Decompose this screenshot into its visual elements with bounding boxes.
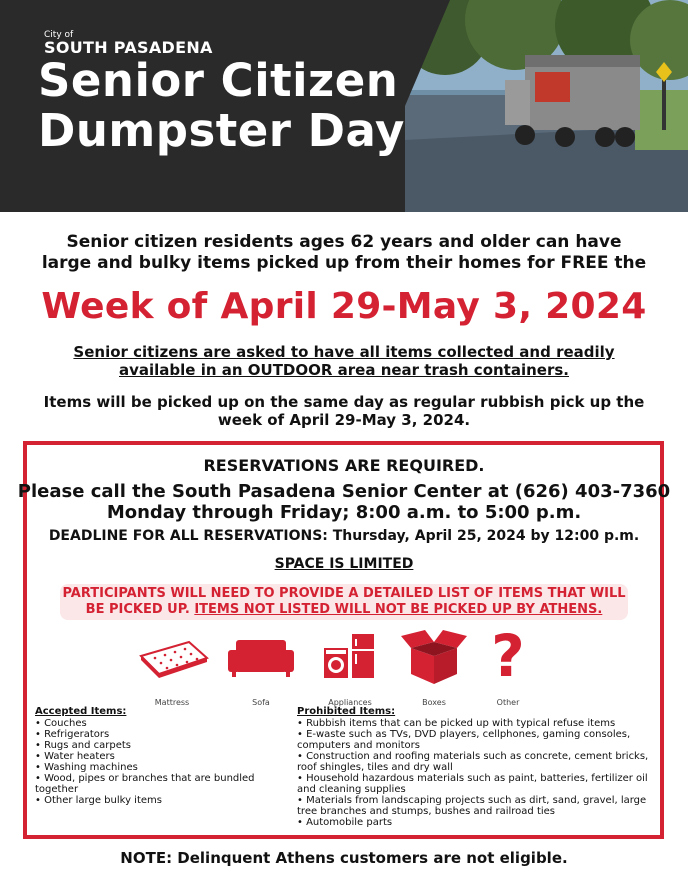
list-item: • Water heaters (35, 751, 115, 762)
list-item: • Couches (35, 718, 87, 729)
boxes-icon (401, 628, 467, 690)
list-item: • Rubbish items that can be picked up with typical refuse items (297, 718, 616, 729)
eligibility-note: NOTE: Delinquent Athens customers are not eligible. (120, 849, 568, 867)
prohibited-items-list (297, 718, 659, 828)
accepted-items-title: Accepted Items: (35, 706, 127, 717)
appliances-icon (322, 632, 378, 684)
mattress-icon (137, 638, 209, 682)
call-instructions: Please call the South Pasadena Senior Center at (626) 403-7360 Monday through Friday; 8:00 a.m. to 5:00 p.m. (17, 481, 671, 523)
participants-notice: PARTICIPANTS WILL NEED TO PROVIDE A DETAILED LIST OF ITEMS THAT WILL BE PICKED UP. ITEMS NOT LISTED WILL NOT BE PICKED UP BY ATHENS. (60, 584, 628, 620)
appliances-label: Appliances (328, 698, 372, 707)
event-week: Week of April 29-May 3, 2024 (41, 286, 647, 327)
header-banner (0, 0, 688, 212)
sofa-icon (226, 638, 296, 682)
list-item: • Household hazardous materials such as paint, batteries, fertilizer oil and cleaning supplies (297, 773, 648, 795)
city-of-label: City of (44, 30, 74, 40)
sofa-label: Sofa (252, 698, 270, 707)
svg-text:?: ? (491, 624, 525, 684)
prohibited-items-title: Prohibited Items: (297, 706, 396, 717)
question-mark-icon (486, 624, 530, 688)
list-item: • Automobile parts (297, 817, 393, 828)
other-label: Other (496, 698, 520, 707)
list-item: • Wood, pipes or branches that are bundled together (35, 773, 255, 795)
outdoor-notice: Senior citizens are asked to have all items collected and readily available in an OUTDOOR area near trash containers. (73, 343, 615, 379)
boxes-label: Boxes (422, 698, 446, 707)
reservations-required: RESERVATIONS ARE REQUIRED. (203, 456, 485, 475)
space-limited: SPACE IS LIMITED (274, 556, 414, 572)
title-line-1: Senior Citizen (38, 54, 399, 107)
accepted-items-list (35, 718, 285, 806)
list-item: • Other large bulky items (35, 795, 162, 806)
mattress-label: Mattress (154, 698, 190, 707)
list-item: • Materials from landscaping projects such as dirt, sand, gravel, large tree branches and stumps, bushes and railroad ties (297, 795, 647, 817)
list-item: • Washing machines (35, 762, 138, 773)
intro-text: Senior citizen residents ages 62 years and older can have large and bulky items picked up from their homes for FREE the (41, 232, 647, 273)
reservation-deadline: DEADLINE FOR ALL RESERVATIONS: Thursday, April 25, 2024 by 12:00 p.m. (48, 528, 640, 544)
list-item: • Rugs and carpets (35, 740, 132, 751)
list-item: • E-waste such as TVs, DVD players, cellphones, gaming consoles, computers and monitors (297, 729, 631, 751)
title-line-2: Dumpster Day (38, 104, 405, 157)
pickup-notice: Items will be picked up on the same day as regular rubbish pick up the week of April 29-May 3, 2024. (43, 393, 645, 429)
city-name: SOUTH PASADENA (44, 38, 213, 57)
list-item: • Construction and roofing materials such as concrete, cement bricks, roof shingles, tiles and dry wall (297, 751, 649, 773)
list-item: • Refrigerators (35, 729, 110, 740)
